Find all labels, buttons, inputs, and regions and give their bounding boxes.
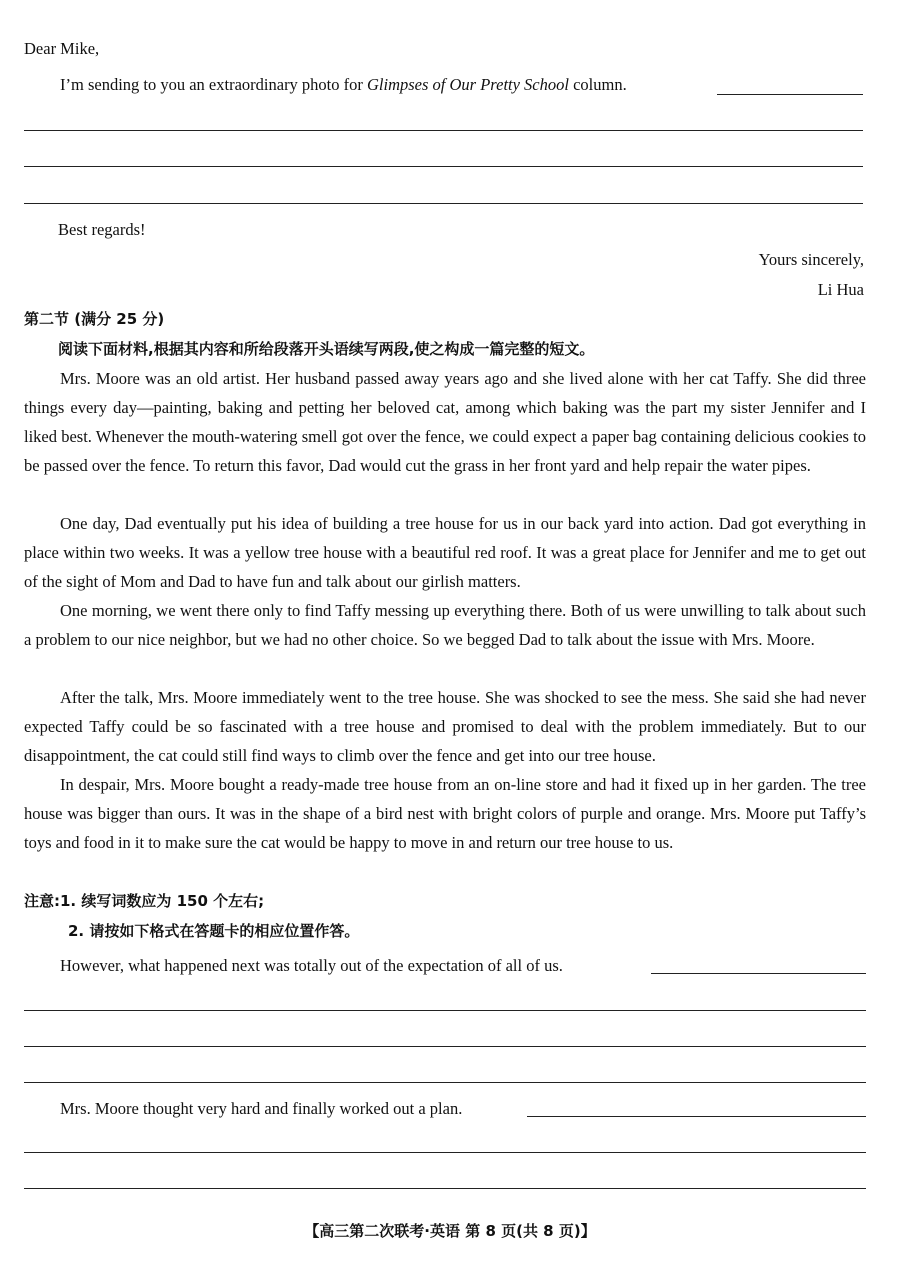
passage-paragraph-1: Mrs. Moore was an old artist. Her husband passed away years ago and she lived alone with her cat Taffy. She did three things every day—painting, baking and petting her beloved cat, among which baking was the part my sister Jennifer and I liked best. Whenever the mouth-watering smell got over the fence, we could expect a paper bag containing delicious cookies to be passed over the fence. To return this favor, Dad would cut the grass in her front yard and help repair the water pipes. (24, 369, 866, 475)
answer-line[interactable] (527, 1116, 866, 1117)
answer-line[interactable] (24, 1046, 866, 1047)
salutation: Dear Mike, (24, 39, 100, 58)
letter-signature: Li Hua (817, 280, 864, 299)
answer-line[interactable] (651, 973, 866, 974)
section-instruction: 阅读下面材料,根据其内容和所给段落开头语续写两段,使之构成一篇完整的短文。 (58, 340, 595, 358)
answer-line[interactable] (24, 203, 863, 204)
page-footer: 【高三第二次联考·英语 第 8 页(共 8 页)】 (304, 1222, 596, 1240)
letter-closing: Best regards! (58, 220, 146, 239)
note-format: 2. 请按如下格式在答题卡的相应位置作答。 (68, 922, 360, 940)
passage-paragraph-3: One morning, we went there only to find Taffy messing up everything there. Both of us were unwilling to talk about such a problem to our nice neighbor, but we had no other choice. So we begged Dad to talk about the issue with Mrs. Moore. (24, 601, 866, 649)
note-word-count: 注意:1. 续写词数应为 150 个左右; (24, 892, 265, 910)
continuation-prompt-1: However, what happened next was totally out of the expectation of all of us. (60, 956, 563, 975)
passage-paragraph-4: After the talk, Mrs. Moore immediately went to the tree house. She was shocked to see the mess. She said she had never expected Taffy could be so fascinated with a tree house and promised to deal with the problem immediately. But to our disappointment, the cat could still find ways to climb over the fence and get into our tree house. (24, 688, 866, 765)
passage-paragraph-2: One day, Dad eventually put his idea of building a tree house for us in our back yard into action. Dad got everything in place within two weeks. It was a yellow tree house with a beautiful red roof. It was a great place for Jennifer and me to get out of the sight of Mom and Dad to have fun and talk about our girlish matters. (24, 514, 866, 591)
continuation-prompt-2: Mrs. Moore thought very hard and finally worked out a plan. (60, 1099, 463, 1118)
letter-signoff: Yours sincerely, (758, 250, 864, 269)
passage-paragraph-5: In despair, Mrs. Moore bought a ready-made tree house from an on-line store and had it fixed up in her garden. The tree house was bigger than ours. It was in the shape of a bird nest with bright colors of purple and orange. Mrs. Moore put Taffy’s toys and food in it to make sure the cat would be happy to move in and return our tree house to us. (24, 775, 866, 852)
answer-line[interactable] (24, 1188, 866, 1189)
column-name: Glimpses of Our Pretty School (367, 75, 569, 94)
answer-line[interactable] (24, 1082, 866, 1083)
answer-line[interactable] (24, 1152, 866, 1153)
opening-text: I’m sending to you an extraordinary photo for (60, 75, 368, 94)
answer-line[interactable] (717, 94, 863, 95)
opening-text-end: column. (568, 75, 627, 94)
letter-opening-sentence (60, 75, 627, 95)
answer-line[interactable] (24, 1010, 866, 1011)
section-heading: 第二节 (满分 25 分) (24, 310, 165, 328)
answer-line[interactable] (24, 166, 863, 167)
answer-line[interactable] (24, 130, 863, 131)
